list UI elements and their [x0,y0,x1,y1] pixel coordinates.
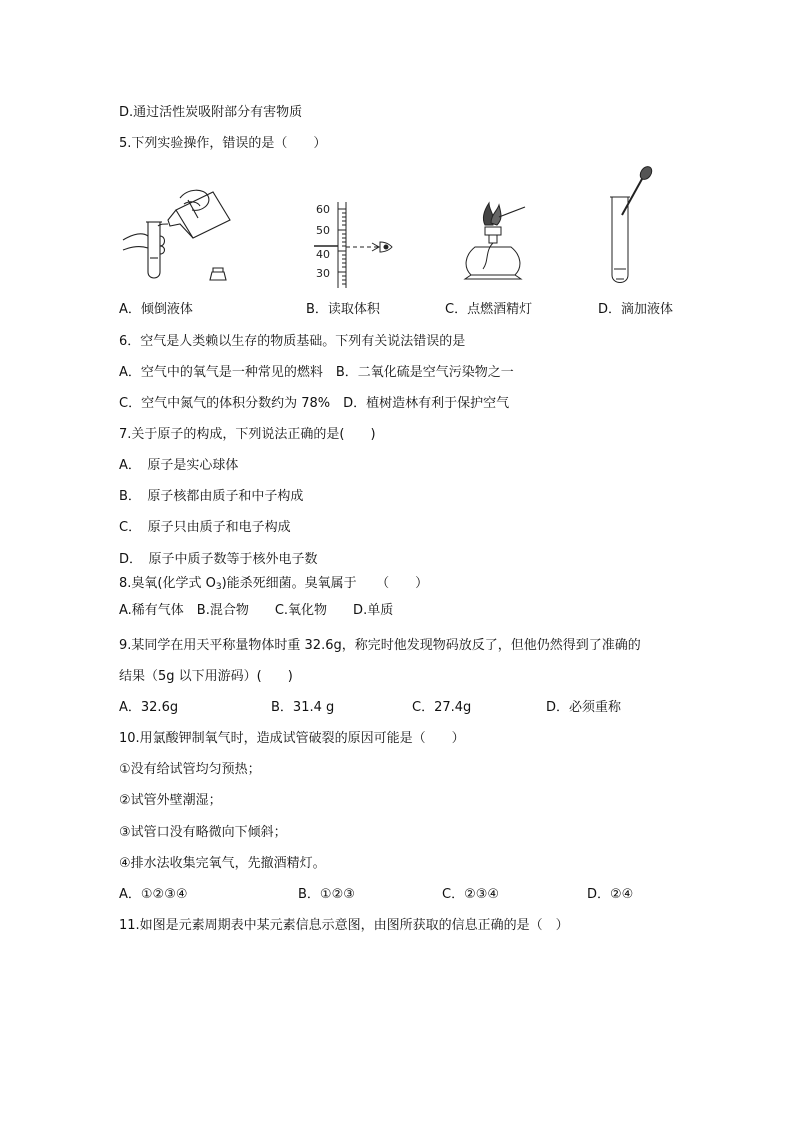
q8-stem [119,575,428,596]
q9-option-d: D．必须重称 [546,700,622,715]
cylinder-tick-30: 30 [316,267,330,280]
q9-stem-line1: 9.某同学在用天平称量物体时重 32.6g，称完时他发现物码放反了，但他仍然得到了准确的 [119,638,641,653]
figure-pouring-liquid [118,180,238,295]
cylinder-tick-50: 50 [316,224,330,237]
q4-option-d: D.通过活性炭吸附部分有害物质 [119,105,303,120]
q10-option-a: A．①②③④ [119,887,188,902]
q6-options-line2: C．空气中氮气的体积分数约为 78% D．植树造林有利于保护空气 [119,396,510,411]
q10-option-d: D．②④ [587,887,634,902]
q7-stem: 7.关于原子的构成，下列说法正确的是( ) [119,427,376,442]
q10-stem: 10.用氯酸钾制氧气时，造成试管破裂的原因可能是（ ） [119,731,465,746]
q6-stem: 6．空气是人类赖以生存的物质基础。下列有关说法错误的是 [119,334,466,349]
figure-dropper-test-tube [600,165,660,290]
q9-option-a: A．32.6g [119,700,179,715]
figure-graduated-cylinder [308,200,400,290]
q9-option-c: C．27.4g [412,700,472,715]
cylinder-tick-40: 40 [316,248,330,261]
q8-options: A.稀有气体 B.混合物 C.氧化物 D.单质 [119,603,394,618]
q11-stem: 11.如图是元素周期表中某元素信息示意图，由图所获取的信息正确的是（ ） [119,918,569,933]
q6-options-line1: A．空气中的氧气是一种常见的燃料 B．二氧化硫是空气污染物之一 [119,365,514,380]
q5-stem: 5.下列实验操作，错误的是（ ） [119,136,327,151]
q5-option-d: D．滴加液体 [598,302,674,317]
q10-option-c: C．②③④ [442,887,500,902]
q10-item-1: ①没有给试管均匀预热； [119,762,261,777]
q8-stem-before: 8.臭氧(化学式 O [119,576,216,591]
q9-option-b: B．31.4 g [271,700,335,715]
q8-stem-subscript: 3 [215,582,222,592]
q10-option-b: B．①②③ [298,887,355,902]
q10-item-2: ②试管外壁潮湿； [119,793,222,808]
q5-option-c: C．点燃酒精灯 [445,302,533,317]
q7-option-b: B． 原子核都由质子和中子构成 [119,489,304,504]
q10-item-3: ③试管口没有略微向下倾斜； [119,825,287,840]
cylinder-tick-60: 60 [316,203,330,216]
q10-item-4: ④排水法收集完氧气，先撤酒精灯。 [119,856,326,871]
q5-option-a: A．倾倒液体 [119,302,193,317]
q9-stem-line2: 结果（5g 以下用游码）( ) [119,669,293,684]
q7-option-c: C． 原子只由质子和电子构成 [119,520,291,535]
q8-stem-after: )能杀死细菌。臭氧属于 （ ） [221,576,429,591]
q7-option-a: A． 原子是实心球体 [119,458,239,473]
figure-alcohol-lamp [455,195,535,290]
q5-option-b: B．读取体积 [306,302,380,317]
q7-option-d: D． 原子中质子数等于核外电子数 [119,552,318,567]
